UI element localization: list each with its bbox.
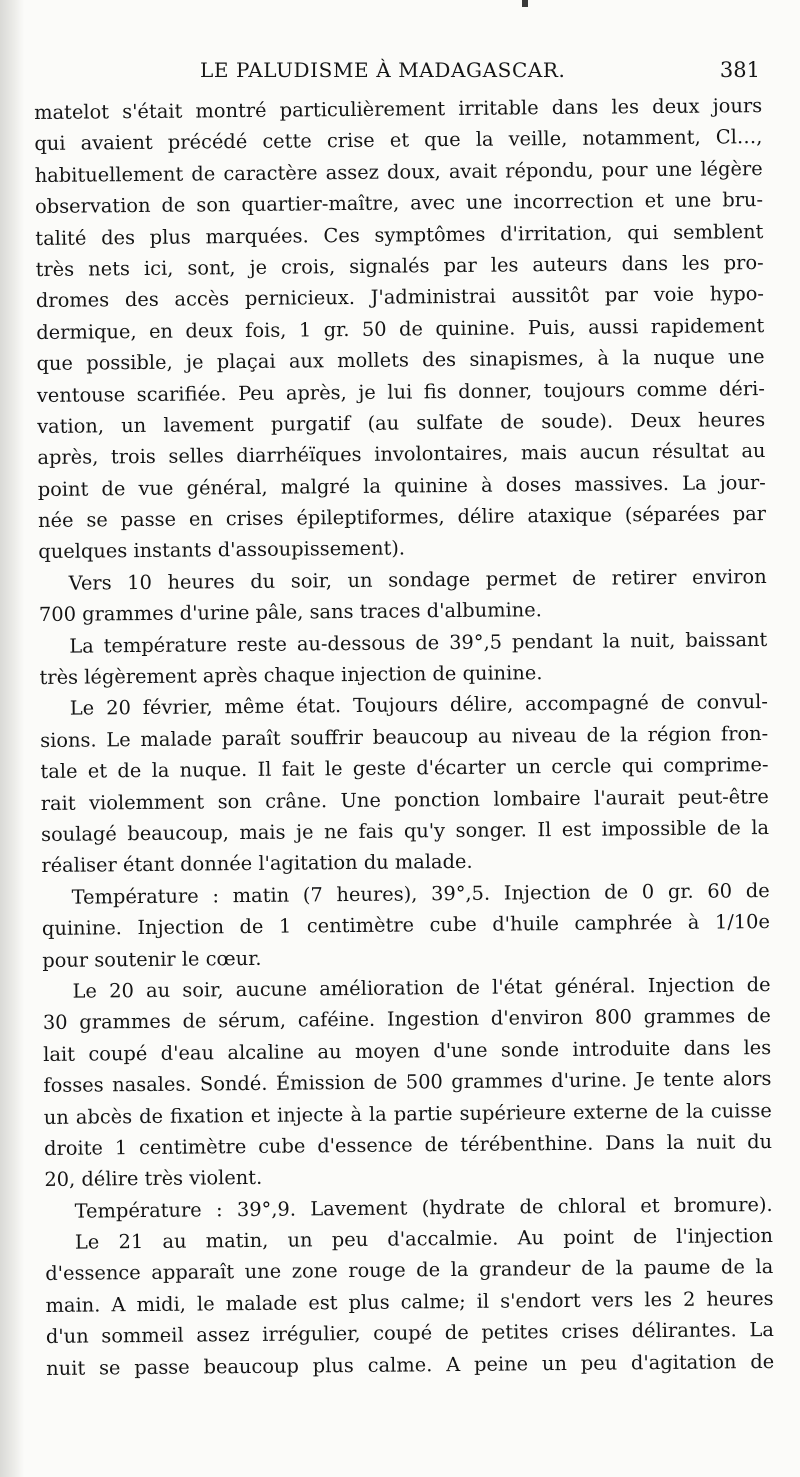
text-line: droite 1 centimètre cube d'essence de térébenthine. Dans la nuit du [43, 1129, 773, 1160]
text-line: observation de son quartier-maître, avec une incorrection et une bru- [34, 188, 764, 219]
text-line: vation, un lavement purgatif (au sulfate de soude). Deux heures [37, 407, 766, 438]
page-gutter-shadow [0, 0, 24, 1477]
ink-mark [522, 0, 528, 7]
text-line: Le 21 au matin, un peu d'accalmie. Au point de l'injection [74, 1224, 774, 1254]
running-head [200, 58, 760, 88]
text-line: 700 grammes d'urine pâle, sans traces d'albumine. [38, 598, 542, 627]
text-line: d'essence apparaît une zone rouge de la grandeur de la paume de la [45, 1255, 774, 1286]
text-line: très légèrement après chaque injection de quinine. [39, 661, 543, 690]
text-line: d'un sommeil assez irrégulier, coupé de petites crises délirantes. La [45, 1318, 774, 1349]
text-line: née se passe en crises épileptiformes, délire ataxique (séparées par [37, 502, 767, 533]
text-line: Température : matin (7 heures), 39°,5. Injection de 0 gr. 60 de [71, 878, 770, 909]
text-line: matelot s'était montré particulièrement irritable dans les deux jours [34, 94, 763, 124]
text-line: La température reste au-dessous de 39°,5 pendant la nuit, baissant [69, 627, 768, 658]
text-line: Le 20 au soir, aucune amélioration de l'état général. Injection de [72, 972, 771, 1003]
text-line: ventouse scarifiée. Peu après, je lui fis donner, toujours comme déri- [36, 376, 765, 407]
text-line: que possible, je plaçai aux mollets des sinapismes, à la nuque une [36, 345, 765, 376]
text-line: après, trois selles diarrhéïques involontaires, mais aucun résultat au [37, 439, 766, 470]
text-line: dromes des accès pernicieux. J'administrai aussitôt par voie hypo- [35, 282, 765, 313]
text-line: pour soutenir le cœur. [42, 946, 262, 972]
text-line: quinine. Injection de 1 centimètre cube d'huile camphrée à 1/10e [41, 910, 771, 941]
text-line: habituellement de caractère assez doux, avait répondu, pour une légère [34, 156, 763, 187]
text-line: talité des plus marquées. Ces symptômes d'irritation, qui semblent [35, 219, 764, 250]
text-line: 30 grammes de sérum, caféine. Ingestion d'environ 800 grammes de [42, 1004, 771, 1035]
text-line: point de vue général, malgré la quinine à doses massives. La jour- [37, 470, 766, 501]
text-line: Vers 10 heures du soir, un sondage permet de retirer environ [68, 564, 767, 595]
text-line: Le 20 février, même état. Toujours délire, accompagné de convul- [69, 690, 768, 721]
text-line: rait violemment son crâne. Une ponction lombaire l'aurait peut-être [40, 784, 769, 815]
body-text [34, 90, 774, 1384]
text-line: réaliser étant donnée l'agitation du malade. [41, 850, 473, 878]
page-number: 381 [719, 58, 760, 82]
text-line: très nets ici, sont, je crois, signalés par les auteurs dans les pro- [35, 250, 764, 281]
text-line: dermique, en deux fois, 1 gr. 50 de quinine. Puis, aussi rapidement [36, 313, 765, 344]
text-line: nuit se passe beaucoup plus calme. A peine un peu d'agitation de [46, 1349, 775, 1380]
text-line: tale et de la nuque. Il fait le geste d'écarter un cercle qui comprime- [40, 753, 769, 784]
text-line: 20, délire très violent. [44, 1166, 263, 1192]
running-title: LE PALUDISME À MADAGASCAR. [200, 58, 566, 82]
text-line: quelques instants d'assoupissement). [38, 536, 406, 564]
text-line: un abcès de fixation et injecte à la partie supérieure externe de la cuisse [43, 1098, 772, 1129]
text-line: qui avaient précédé cette crise et que la veille, notamment, Cl…, [34, 125, 763, 156]
text-line: soulagé beaucoup, mais je ne fais qu'y songer. Il est impossible de la [40, 815, 770, 846]
text-line: fosses nasales. Sondé. Émission de 500 grammes d'urine. Je tente alors [43, 1067, 772, 1098]
text-line: Température : 39°,9. Lavement (hydrate de chloral et bromure). [74, 1192, 773, 1223]
text-line: main. A midi, le malade est plus calme; il s'endort vers les 2 heures [45, 1286, 774, 1317]
text-line: lait coupé d'eau alcaline au moyen d'une sonde introduite dans les [43, 1035, 772, 1066]
text-line: sions. Le malade paraît souffrir beaucoup au niveau de la région fron- [40, 721, 769, 752]
